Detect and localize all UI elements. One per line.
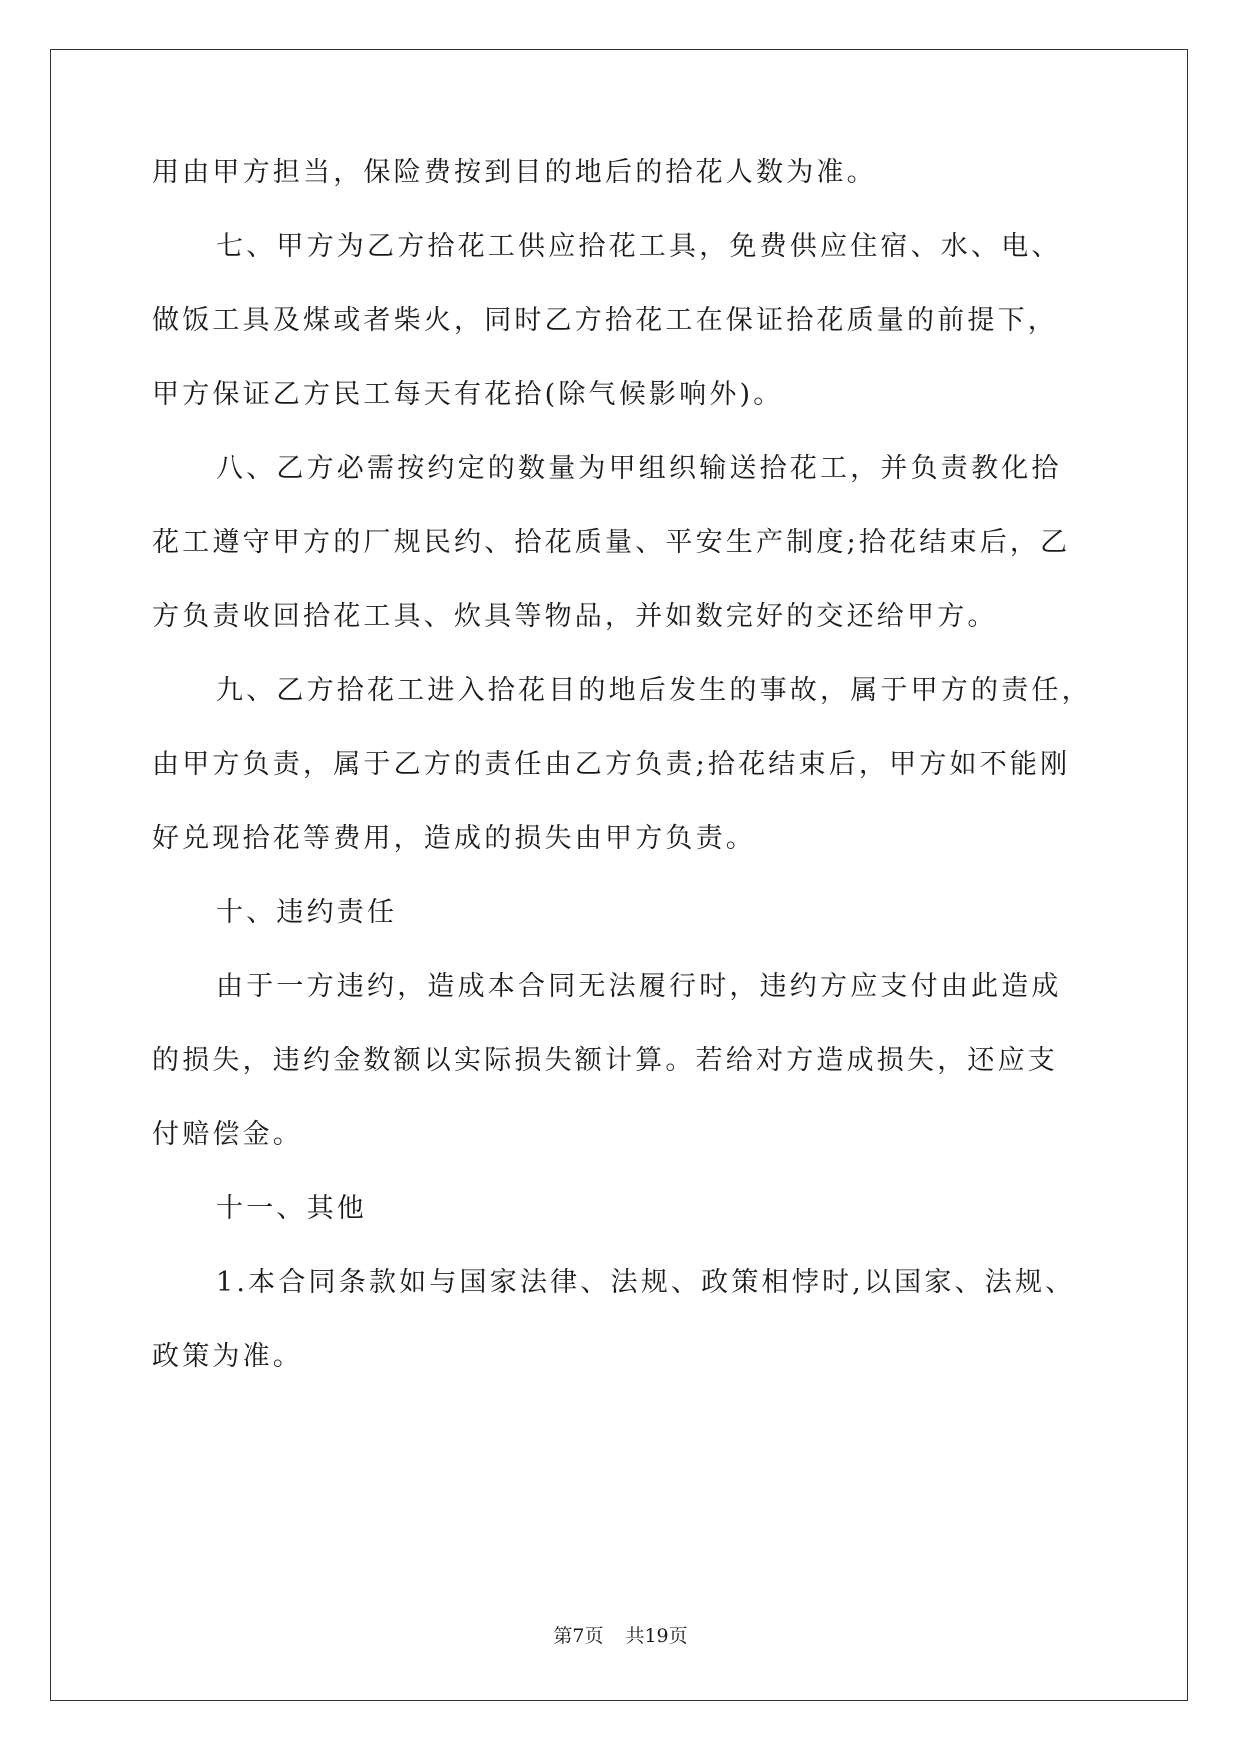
- page-border: [50, 49, 1188, 1701]
- page-number-total: 共19页: [625, 1625, 688, 1647]
- text-line: 好兑现拾花等费用，造成的损失由甲方负责。: [152, 823, 756, 854]
- text-line: 用由甲方担当，保险费按到目的地后的拾花人数为准。: [152, 157, 877, 188]
- text-line: 的损失，违约金数额以实际损失额计算。若给对方造成损失，还应支: [152, 1045, 1058, 1076]
- text-line: 花工遵守甲方的厂规民约、拾花质量、平安生产制度;拾花结束后，乙: [152, 527, 1071, 558]
- text-line: 由于一方违约，造成本合同无法履行时，违约方应支付由此造成: [216, 971, 1062, 1002]
- section-heading: 十一、其他: [216, 1193, 367, 1224]
- text-line: 政策为准。: [152, 1341, 303, 1372]
- text-line: 由甲方负责，属于乙方的责任由乙方负责;拾花结束后，甲方如不能刚: [152, 749, 1071, 780]
- section-heading: 十、违约责任: [216, 897, 398, 928]
- text-line: 九、乙方拾花工进入拾花目的地后发生的事故，属于甲方的责任，: [216, 675, 1092, 706]
- text-line: 付赔偿金。: [152, 1119, 303, 1150]
- text-line: 做饭工具及煤或者柴火，同时乙方拾花工在保证拾花质量的前提下，: [152, 305, 1058, 336]
- text-line: 甲方保证乙方民工每天有花拾(除气候影响外)。: [152, 379, 784, 410]
- page-number-current: 第7页: [553, 1625, 604, 1647]
- page-footer: [0, 1622, 1241, 1650]
- text-line: 七、甲方为乙方拾花工供应拾花工具，免费供应住宿、水、电、: [216, 231, 1062, 262]
- text-line: 八、乙方必需按约定的数量为甲组织输送拾花工，并负责教化拾: [216, 453, 1062, 484]
- text-line: 方负责收回拾花工具、炊具等物品，并如数完好的交还给甲方。: [152, 601, 998, 632]
- text-line: 1.本合同条款如与国家法律、法规、政策相悖时,以国家、法规、: [216, 1267, 1076, 1298]
